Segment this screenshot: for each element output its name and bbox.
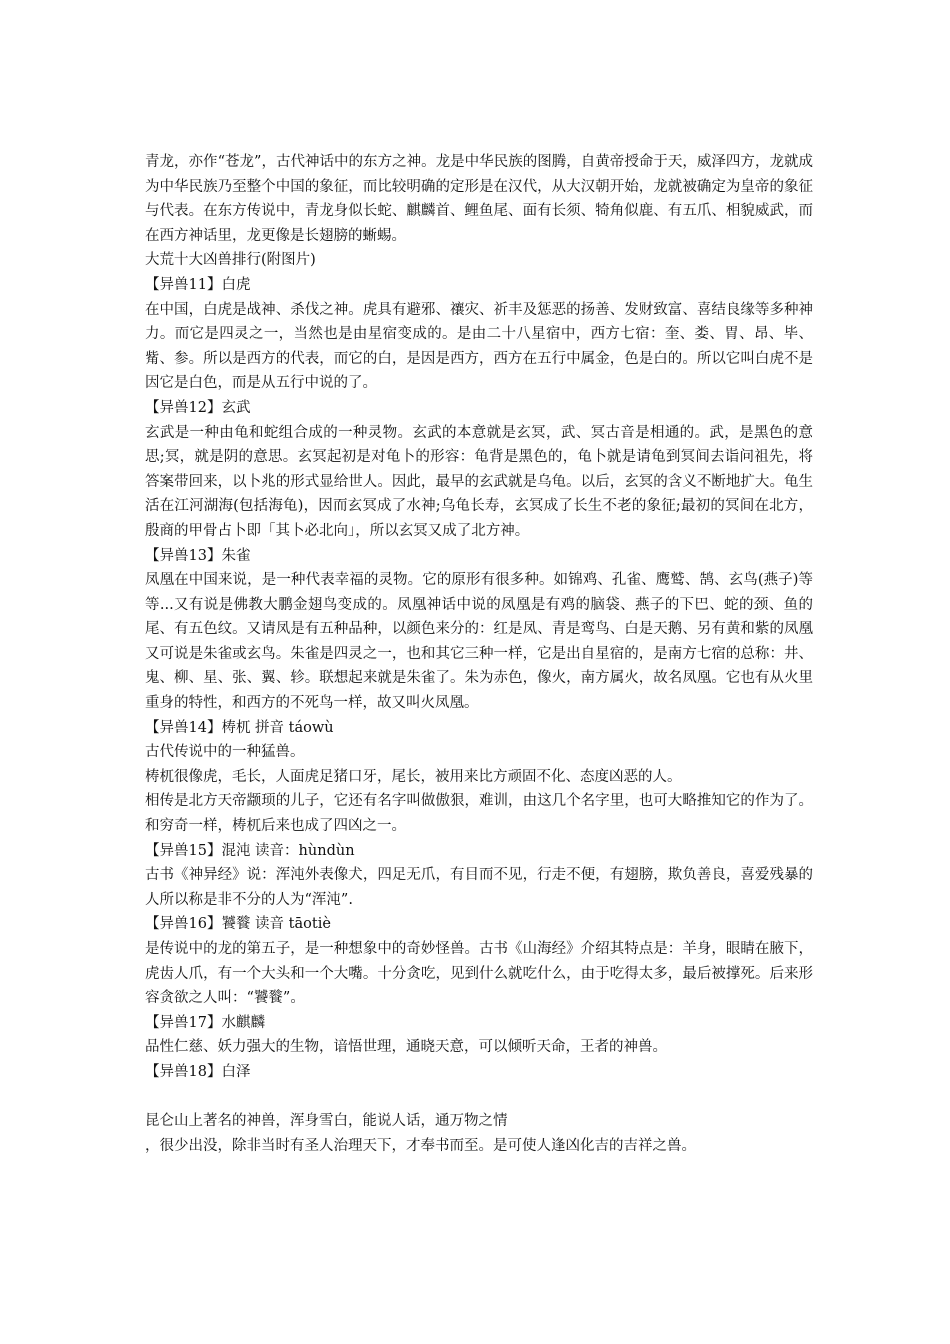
blank-line <box>145 1085 813 1110</box>
entry-heading: 【异兽13】朱雀 <box>145 547 251 564</box>
entry-heading: 【异兽15】混沌 读音：hùndùn <box>145 842 355 859</box>
closing-line: 昆仑山上著名的神兽，浑身雪白，能说人话，通万物之情 <box>145 1113 508 1130</box>
entry-heading: 【异兽11】白虎 <box>145 276 251 293</box>
entry-heading: 【异兽12】玄武 <box>145 399 251 416</box>
entry-paragraph: 古代传说中的一种猛兽。 <box>145 744 305 761</box>
entry-paragraph: 相传是北方天帝颛顼的儿子，它还有名字叫做傲狠，难训，由这几个名字里，也可大略推知它的作为了。和穷奇一样，梼杌后来也成了四凶之一。 <box>145 793 813 835</box>
entry-paragraph: 玄武是一种由龟和蛇组合成的一种灵物。玄武的本意就是玄冥，武、冥古音是相通的。武，是黑色的意思;冥，就是阴的意思。玄冥起初是对龟卜的形容：龟背是黑色的，龟卜就是请龟到冥间去诣问祖先，将答案带回来，以卜兆的形式显给世人。因此，最早的玄武就是乌龟。以后，玄冥的含义不断地扩大。龟生活在江河湖海(包括海龟)，因而玄冥成了水神;乌龟长寿，玄冥成了长生不老的象征;最初的冥间在北方，殷商的甲骨占卜即「其卜必北向」，所以玄冥又成了北方神。 <box>145 424 813 539</box>
entry-paragraph: 是传说中的龙的第五子，是一种想象中的奇妙怪兽。古书《山海经》介绍其特点是：羊身，眼睛在腋下，虎齿人爪，有一个大头和一个大嘴。十分贪吃，见到什么就吃什么，由于吃得太多，最后被撑死。后来形容贪欲之人叫：“饕餮”。 <box>145 941 813 1007</box>
entry-paragraph: 梼杌很像虎，毛长，人面虎足猪口牙，尾长，被用来比方顽固不化、态度凶恶的人。 <box>145 768 682 785</box>
document-body <box>145 150 813 1158</box>
closing-line: ，很少出没，除非当时有圣人治理天下，才奉书而至。是可使人逢凶化吉的吉祥之兽。 <box>145 1137 696 1154</box>
entry-heading: 【异兽17】水麒麟 <box>145 1014 265 1031</box>
entry-heading: 【异兽18】白泽 <box>145 1063 251 1080</box>
list-title: 大荒十大凶兽排行(附图片) <box>145 252 316 269</box>
intro-paragraph: 青龙，亦作“苍龙”，古代神话中的东方之神。龙是中华民族的图腾，自黄帝授命于天，威泽四方，龙就成为中华民族乃至整个中国的象征，而比较明确的定形是在汉代，从大汉朝开始，龙就被确定为皇帝的象征与代表。在东方传说中，青龙身似长蛇、麒麟首、鲤鱼尾、面有长须、犄角似鹿、有五爪、相貌威武，而在西方神话里，龙更像是长翅膀的蜥蜴。 <box>145 154 813 244</box>
entry-paragraph: 古书《神异经》说：浑沌外表像犬，四足无爪，有目而不见，行走不便，有翅膀，欺负善良，喜爱残暴的人所以称是非不分的人为“浑沌”. <box>145 867 813 908</box>
entry-paragraph: 凤凰在中国来说，是一种代表幸福的灵物。它的原形有很多种。如锦鸡、孔雀、鹰鹫、鹄、玄鸟(燕子)等等...又有说是佛教大鹏金翅鸟变成的。凤凰神话中说的凤凰是有鸡的脑袋、燕子的下巴、蛇的颈、鱼的尾、有五色纹。又请凤是有五种品种，以颜色来分的：红是凤、青是鸾鸟、白是天鹅、另有黄和紫的凤凰又可说是朱雀或玄鸟。朱雀是四灵之一，也和其它三种一样，它是出自星宿的，是南方七宿的总称：井、鬼、柳、星、张、翼、轸。联想起来就是朱雀了。朱为赤色，像火，南方属火，故名凤凰。它也有从火里重身的特性，和西方的不死鸟一样，故又叫火凤凰。 <box>145 572 813 712</box>
entry-heading: 【异兽14】梼杌 拼音 táowù <box>145 719 334 736</box>
entry-paragraph: 品性仁慈、妖力强大的生物，谙悟世理，通晓天意，可以倾听天命，王者的神兽。 <box>145 1039 667 1056</box>
entry-heading: 【异兽16】饕餮 读音 tāotiè <box>145 916 331 933</box>
entry-paragraph: 在中国，白虎是战神、杀伐之神。虎具有避邪、禳灾、祈丰及惩恶的扬善、发财致富、喜结良缘等多种神力。而它是四灵之一，当然也是由星宿变成的。是由二十八星宿中，西方七宿：奎、娄、胃、昂、毕、觜、参。所以是西方的代表，而它的白，是因是西方，西方在五行中属金，色是白的。所以它叫白虎不是因它是白色，而是从五行中说的了。 <box>145 301 813 392</box>
